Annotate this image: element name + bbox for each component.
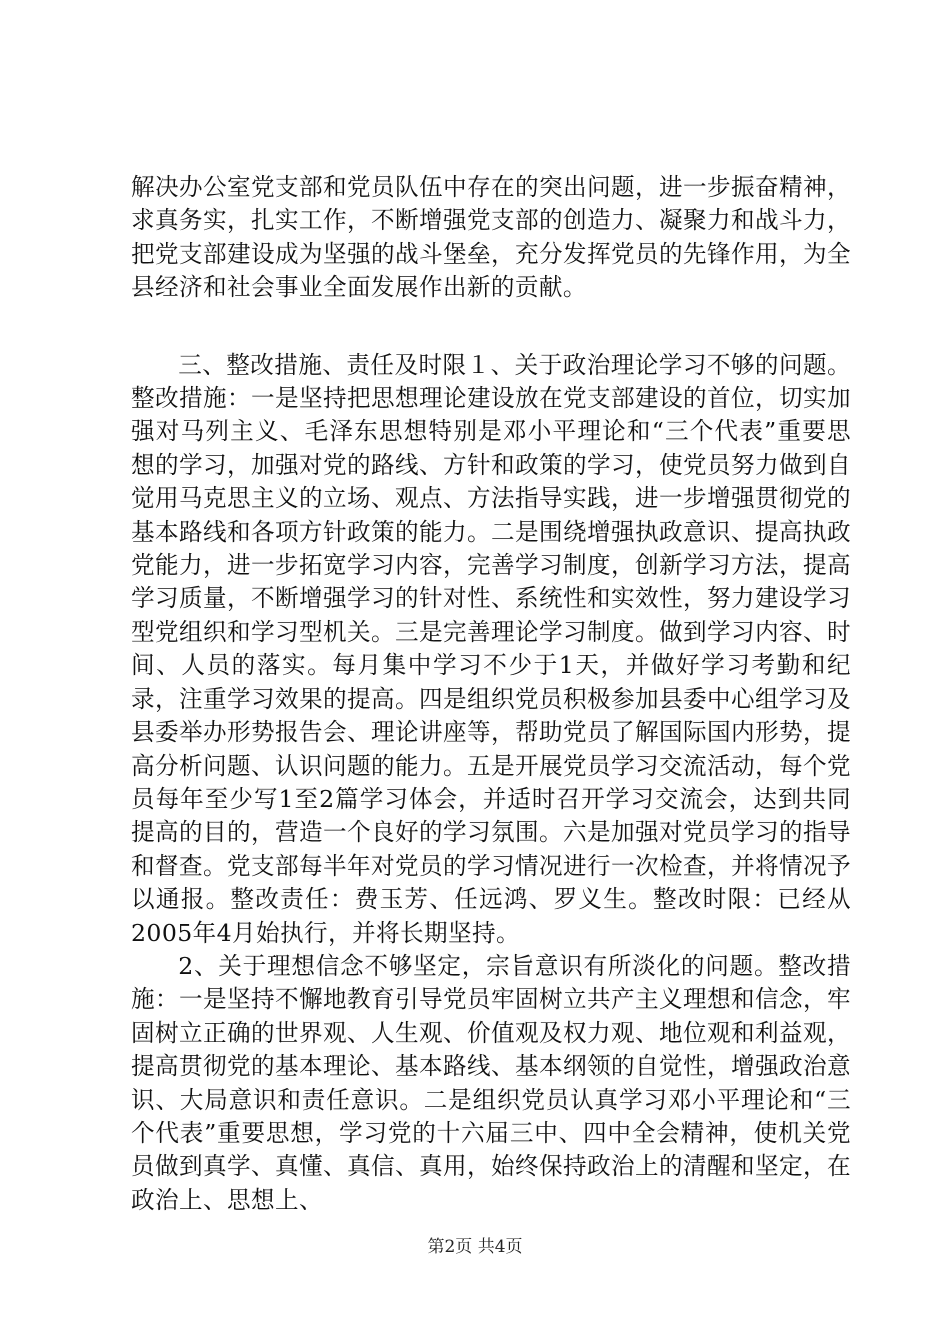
paragraph-intro: 解决办公室党支部和党员队伍中存在的突出问题，进一步振奋精神，求真务实，扎实工作，不断增强党支部的创造力、凝聚力和战斗力，把党支部建设成为坚强的战斗堡垒，充分发挥党员的先锋作用，为全县经济和社会事业全面发展作出新的贡献。 [131, 173, 851, 302]
page-number-footer: 第2页 共4页 [427, 1237, 523, 1257]
document-body [131, 171, 851, 1217]
paragraph-section-three: 三、整改措施、责任及时限１、关于政治理论学习不够的问题。整改措施：一是坚持把思想理论建设放在党支部建设的首位，切实加强对马列主义、毛泽东思想特别是邓小平理论和“三个代表”重要思想的学习，加强对党的路线、方针和政策的学习，使党员努力做到自觉用马克思主义的立场、观点、方法指导实践，进一步增强贯彻党的基本路线和各项方针政策的能力。二是围绕增强执政意识、提高执政党能力，进一步拓宽学习内容，完善学习制度，创新学习方法，提高学习质量，不断增强学习的针对性、系统性和实效性，努力建设学习型党组织和学习型机关。三是完善理论学习制度。做到学习内容、时间、人员的落实。每月集中学习不少于1天，并做好学习考勤和纪录，注重学习效果的提高。四是组织党员积极参加县委中心组学习及县委举办形势报告会、理论讲座等，帮助党员了解国际国内形势，提高分析问题、认识问题的能力。五是开展党员学习交流活动，每个党员每年至少写1至2篇学习体会，并适时召开学习交流会，达到共同提高的目的，营造一个良好的学习氛围。六是加强对党员学习的指导和督查。党支部每半年对党员的学习情况进行一次检查，并将情况予以通报。整改责任：费玉芳、任远鸿、罗义生。整改时限：已经从2005年4月始执行，并将长期坚持。 [131, 350, 851, 947]
paragraph-gap [131, 305, 851, 349]
paragraph-item-two: 2、关于理想信念不够坚定，宗旨意识有所淡化的问题。整改措施：一是坚持不懈地教育引导党员牢固树立共产主义理想和信念，牢固树立正确的世界观、人生观、价值观及权力观、地位观和利益观，提高贯彻党的基本理论、基本路线、基本纲领的自觉性，增强政治意识、大局意识和责任意识。二是组织党员认真学习邓小平理论和“三个代表”重要思想，学习党的十六届三中、四中全会精神，使机关党员做到真学、真懂、真信、真用，始终保持政治上的清醒和坚定，在政治上、思想上、 [131, 951, 851, 1214]
